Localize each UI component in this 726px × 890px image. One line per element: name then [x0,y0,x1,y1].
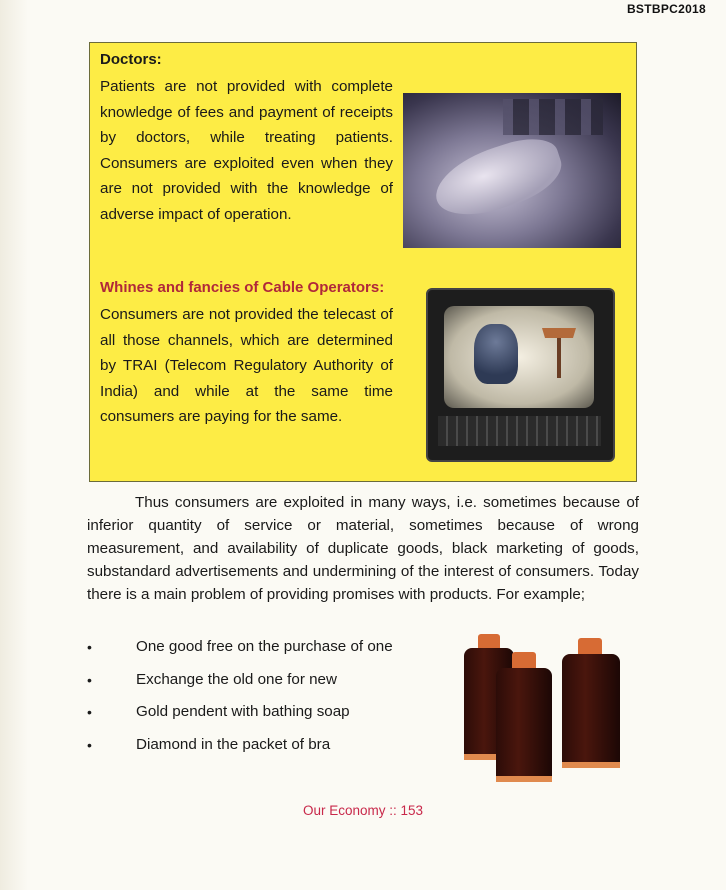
highlight-box [89,42,637,482]
surgery-photo-hand [427,129,569,226]
television-screen [444,306,594,408]
bullet-icon: • [87,639,92,655]
page-footer: Our Economy :: 153 [302,803,424,818]
surgery-photo-icon [403,93,621,248]
document-code: BSTBPC2018 [626,2,706,16]
cable-heading: Whines and fancies of Cable Operators: [100,279,385,296]
television-photo-icon [426,288,615,462]
list-item-text: Exchange the old one for new [136,670,337,688]
television-screen-lamp [542,328,576,384]
bullet-icon: • [87,704,92,721]
doctors-heading: Doctors: [100,51,162,68]
cable-text: Consumers are not provided the telecast of all those channels, which are determined by TRAI (Telecom Regulatory Authority of India) and while at the same time consumers are paying for the same. [100,306,393,426]
bottles-illustration-icon [458,630,638,785]
body-paragraph [87,491,639,606]
bullet-icon: • [87,671,92,688]
doctors-text: Patients are not provided with complete knowledge of fees and payment of receipts by doctors, while treating patients. Consumers are exploited even when they are not provided with the knowledge of adverse impact of operation. [100,78,393,223]
list-item-text: Diamond in the packet of bra [136,736,331,754]
television-control-panel [438,416,601,446]
television-screen-figure [474,324,518,384]
page-edge-shade [0,0,28,890]
body-paragraph-text: Thus consumers are exploited in many ways, i.e. sometimes because of inferior quantity of service or material, sometimes because of wrong measurement, and availability of duplicate goods, black marketing of goods, substandard advertisements and undermining of the interest of consumers. Today there is a main problem of providing promises with products. For example; [87,494,639,603]
list-item-text: Gold pendent with bathing soap [136,703,350,721]
bullet-icon: • [87,737,92,754]
list-item-text: One good free on the purchase of one [136,638,393,655]
surgery-photo-background [503,99,603,135]
